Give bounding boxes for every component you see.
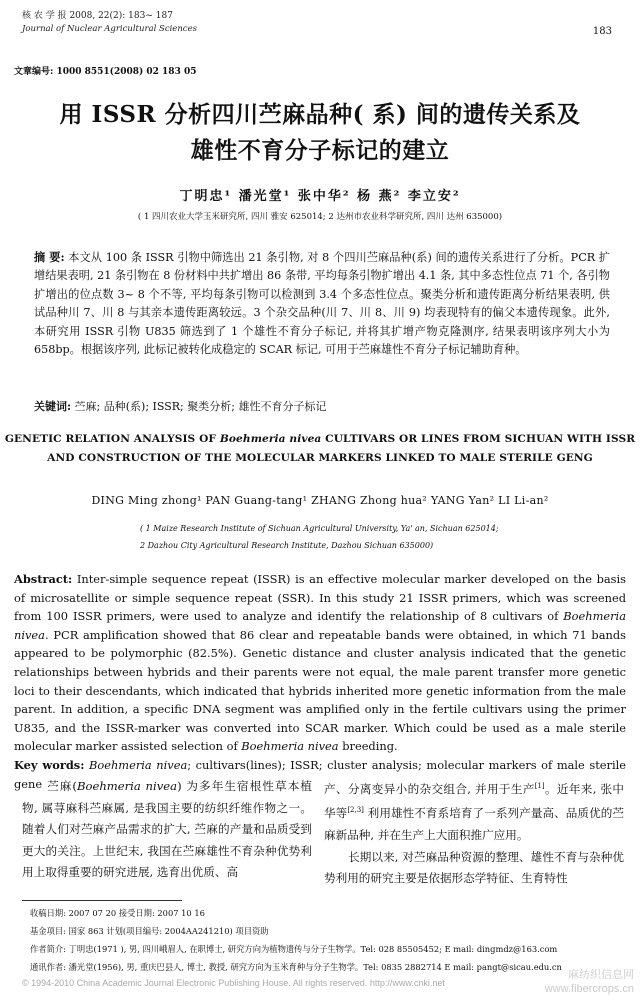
body-column-left: 苎麻(Boehmeria nivea) 为多年生宿根性草本植物, 属荨麻科苎麻属, 是我国主要的纺织纤维作物之一。随着人们对苎麻产品需求的扩大, 苎麻的产量和品质受到更大的关注。上世纪末, 我国在苎麻雄性不育杂种优势利用上取得重要的研究进展, 选育出优质、高 bbox=[22, 779, 312, 880]
copyright-notice: © 1994-2010 China Academic Journal Electronic Publishing House. All rights reserved. http://www.cnki.net bbox=[22, 978, 445, 988]
abstract-en-label: Abstract: bbox=[14, 572, 73, 586]
species-name: Boehmeria nivea bbox=[14, 609, 626, 642]
species-name: Boehmeria nivea bbox=[76, 779, 178, 793]
affiliation-en-line1: ( 1 Maize Research Institute of Sichuan Agricultural University, Ya' an, Sichuan 625014; bbox=[140, 524, 499, 533]
abstract-cn-label: 摘 要: bbox=[34, 250, 65, 264]
watermark bbox=[545, 968, 634, 996]
keywords-cn-label: 关键词: bbox=[34, 400, 72, 413]
species-name: Boehmeria nivea bbox=[241, 739, 339, 754]
footnote-author: 作者简介: 丁明忠(1971 ), 男, 四川峨眉人, 在职博士, 研究方向为植物遗传与分子生物学。Tel: 028 85505452; E mail: dingmdz@163.com bbox=[30, 944, 558, 954]
citation: [2,3] bbox=[347, 806, 364, 815]
keywords-cn-text: 苎麻; 品种(系); ISSR; 聚类分析; 雄性不育分子标记 bbox=[71, 400, 327, 413]
abstract-cn bbox=[34, 248, 610, 359]
page-number: 183 bbox=[592, 26, 612, 37]
footnote-divider bbox=[22, 900, 182, 901]
journal-name-en: Journal of Nuclear Agricultural Sciences bbox=[22, 24, 197, 34]
affiliation-cn: ( 1 四川农业大学玉米研究所, 四川 雅安 625014; 2 达州市农业科学研究所, 四川 达州 635000) bbox=[137, 212, 503, 222]
authors-cn: 丁明忠¹ 潘光堂¹ 张中华² 杨 燕² 李立安² bbox=[179, 189, 461, 204]
footnote-received: 收稿日期: 2007 07 20 接受日期: 2007 10 16 bbox=[30, 908, 205, 918]
abstract-en: Abstract: Inter-simple sequence repeat (ISSR) is an effective molecular marker developed on the basis of microsatellite or simple sequence repeat (SSR). In this study 21 ISSR primers, which was screened from 100 ISSR primers, were used to analyze and identify the relationship of 8 cultivars of Boehmeria nivea. PCR amplification showed that 86 clear and repeatable bands were obtained, in which 71 bands appeared to be polymorphic (82.5%). Genetic distance and cluster analysis indicated that the genetic relationships between hybrids and their parents were not equal, the male parent transfer more genetic loci to their descendants, which indicated that hybrids inherited more genetic information from the male parent. In addition, a specific DNA segment was amplified only in the fertile cultivars using the primer U835, and the ISSR-marker was converted into SCAR marker. Which could be used as a male sterile molecular marker assisted selection of Boehmeria nivea breeding. Key words: Boehmeria nivea; cultivars(lines); ISSR; cluster analysis; molecular markers of male sterile gene bbox=[14, 572, 627, 791]
keywords-en-text: ; cultivars(lines); ISSR; cluster analysis; molecular markers of male sterile gene bbox=[14, 757, 627, 791]
title-en-line2: AND CONSTRUCTION OF THE MOLECULAR MARKERS LINKED TO MALE STERILE GENG bbox=[47, 452, 593, 464]
authors-en: DING Ming zhong¹ PAN Guang-tang¹ ZHANG Zhong hua² YANG Yan² LI Li-an² bbox=[91, 494, 549, 507]
title-cn-line1: 用 ISSR 分析四川苎麻品种( 系) 间的遗传关系及 bbox=[59, 101, 581, 128]
footnote-corresponding: 通讯作者: 潘光堂(1956), 男, 重庆巴县人, 博士, 教授, 研究方向为玉米育种与分子生物学。Tel: 0835 2882714 E mail: pangt@sicau.edu.cn bbox=[30, 962, 562, 972]
watermark-line1: 麻纺织信息网 bbox=[568, 969, 634, 981]
body-right-paragraph-1: 产、分离变异小的杂交组合, 并用于生产[1]。近年来, 张中华等[2,3] 利用雄性不育系培育了一系列产量高、品质优的苎麻新品种, 并在生产上大面积推广应用。 bbox=[324, 781, 625, 842]
journal-header bbox=[22, 10, 197, 36]
affiliation-en-line2: 2 Dazhou City Agricultural Research Institute, Dazhou Sichuan 635000) bbox=[140, 541, 434, 550]
body-right-paragraph-2: 长期以来, 对苎麻品种资源的整理、雄性不育与杂种优势利用的研究主要是依据形态学特征、生育特性 bbox=[324, 849, 624, 886]
title-en bbox=[0, 430, 640, 468]
species-name: Boehmeria nivea bbox=[219, 433, 322, 445]
body-column-right bbox=[324, 776, 624, 890]
keywords-cn bbox=[34, 398, 326, 414]
abstract-cn-text: 本文从 100 条 ISSR 引物中筛选出 21 条引物, 对 8 个四川苎麻品种(系) 间的遗传关系进行了分析。PCR 扩增结果表明, 21 条引物在 8 份材料中共扩增出 86 条带, 平均每条引物扩增出 4.1 条, 其中多态性位点 71 个, 各引物扩增出的位点数 3~ 8 个不等, 平均每条引物可以检测到 3.4 个多态性位点。聚类分析和遗传距离分析结果表明, 供试品种川 7、川 8 与其亲本遗传距离较远。3 个杂交品种(川 7、川 8、川 9) 均表现特有的偏父本遗传现象。此外, 本研究用 ISSR 引物 U835 筛选到了 1 个雄性不育分子标记, 并将其扩增产物克隆测序, 结果表明该序列大小为 658bp。根据该序列, 此标记被转化成稳定的 SCAR 标记, 可用于苎麻雄性不育分子标记辅助育种。 bbox=[34, 251, 610, 357]
title-cn-line2: 雄性不育分子标记的建立 bbox=[190, 137, 450, 164]
species-name: Boehmeria nivea bbox=[84, 757, 188, 772]
affiliation-en bbox=[140, 520, 499, 554]
citation: [1] bbox=[534, 782, 545, 790]
footnote-fund: 基金项目: 国家 863 计划(项目编号: 2004AA241210) 项目资助 bbox=[30, 926, 269, 936]
article-number: 文章编号: 1000 8551(2008) 02 183 05 bbox=[14, 67, 197, 77]
journal-name-cn: 核 农 学 报 2008, 22(2): 183~ 187 bbox=[22, 11, 173, 21]
watermark-line2: www.fibercrops.cn bbox=[544, 983, 634, 995]
title-en-line1: GENETIC RELATION ANALYSIS OF Boehmeria nivea CULTIVARS OR LINES FROM SICHUAN WITH ISSR bbox=[4, 433, 636, 445]
keywords-en-label: Key words: bbox=[14, 757, 85, 772]
